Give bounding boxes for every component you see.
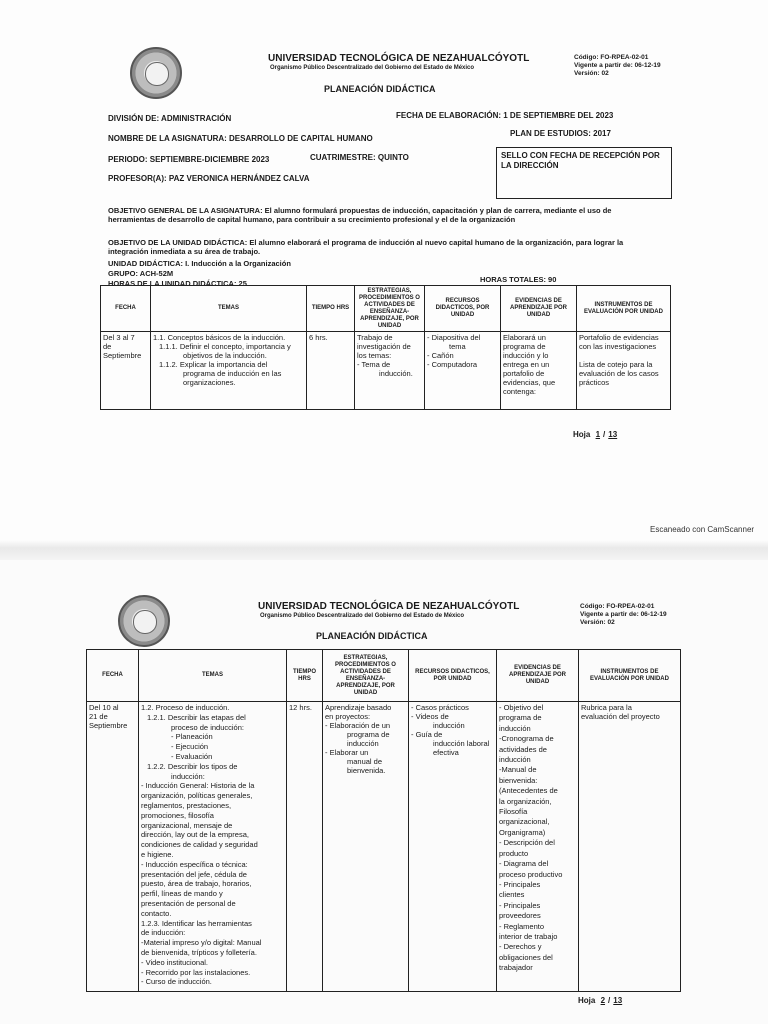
group-field: GRUPO: ACH-52M xyxy=(108,269,174,278)
planning-table-page-1 xyxy=(100,285,671,410)
organism-subtitle: Organismo Público Descentralizado del Gobierno del Estado de México xyxy=(260,613,465,619)
cell-line: prácticos xyxy=(579,378,610,387)
cell-line: 1.1. Conceptos básicos de la inducción. xyxy=(153,333,286,342)
cell-line: clientes xyxy=(499,890,525,900)
hoja-total: 13 xyxy=(608,430,618,439)
col-tiempo-header: TIEMPO HRS xyxy=(307,286,355,332)
cell-line: inducción xyxy=(499,755,531,765)
hoja-sep: / xyxy=(608,996,611,1005)
document-page-2 xyxy=(0,560,768,1024)
cell-line: Del 10 al xyxy=(89,703,119,712)
division-field: DIVISIÓN DE: ADMINISTRACIÓN xyxy=(108,114,232,123)
doc-code: Código: FO-RPEA-02-01 xyxy=(574,54,649,61)
cell-line: organizaciones. xyxy=(183,378,236,387)
university-seal-logo xyxy=(118,595,170,647)
cell-line: - Curso de inducción. xyxy=(141,977,212,987)
cell-line: - Videos de xyxy=(411,712,449,721)
reception-stamp-box: SELLO CON FECHA DE RECEPCIÓN POR LA DIRECCIÓN xyxy=(496,147,672,199)
cell-line: - Descripción del xyxy=(499,838,555,848)
cell-line: 1.2. Proceso de inducción. xyxy=(141,703,230,712)
cell-line: e higiene. xyxy=(141,849,174,859)
cell-line: 1.1.1. Definir el concepto, importancia y xyxy=(159,342,291,351)
cell-line: bienvenida. xyxy=(347,766,386,775)
cell-line: manual de xyxy=(347,757,383,766)
cell-line: contacto. xyxy=(141,908,172,918)
camscanner-watermark: Escaneado con CamScanner xyxy=(650,525,755,534)
cell-line: Rubrica para la xyxy=(581,703,632,712)
cell-line: tema xyxy=(449,342,466,351)
cell-line: - Diapositiva del xyxy=(427,333,481,342)
cell-line: - Inducción específica o técnica: xyxy=(141,859,248,869)
cell-line: inducción. xyxy=(379,369,413,378)
study-plan-field: PLAN DE ESTUDIOS: 2017 xyxy=(510,129,611,138)
cell-line: evaluación del proyecto xyxy=(581,712,660,721)
cell-line: - Casos prácticos xyxy=(411,703,469,712)
cell-line: 1.2.3. Identificar las herramientas xyxy=(141,918,252,928)
cell-line: puesto, área de trabajo, horarios, xyxy=(141,879,252,889)
cell-line: inducción: xyxy=(171,771,205,781)
table-row xyxy=(87,702,681,992)
cell-line: - Guía de xyxy=(411,730,443,739)
cell-line: - Computadora xyxy=(427,360,478,369)
cell-line: dirección, lay out de la empresa, xyxy=(141,830,249,840)
cell-recursos xyxy=(409,702,497,992)
cell-line: - Objetivo del xyxy=(499,703,544,712)
doc-version: Versión: 02 xyxy=(574,70,609,77)
cell-line: reglamentos, prestaciones, xyxy=(141,800,232,810)
cell-line: presentación de personal de xyxy=(141,898,236,908)
table-header-row xyxy=(87,650,681,702)
doc-valid-from: Vigente a partir de: 06-12-19 xyxy=(574,62,661,69)
cell-line: Septiembre xyxy=(103,351,142,360)
col-estrategias-header: ESTRATEGIAS, PROCEDIMIENTOS O ACTIVIDADES DE ENSEÑANZA-APRENDIZAJE, POR UNIDAD xyxy=(323,650,409,702)
cell-line: inducción xyxy=(433,721,465,730)
col-evidencias-header: EVIDENCIAS DE APRENDIZAJE POR UNIDAD xyxy=(501,286,577,332)
col-estrategias-header: ESTRATEGIAS, PROCEDIMIENTOS O ACTIVIDADES DE ENSEÑANZA-APRENDIZAJE, POR UNIDAD xyxy=(355,286,425,332)
cell-line: trabajador xyxy=(499,963,533,973)
hoja-label: Hoja xyxy=(573,430,591,439)
cell-line: proveedores xyxy=(499,911,541,921)
cell-line: -Manual de xyxy=(499,765,537,775)
cell-line: organizacional, mensaje de xyxy=(141,820,233,830)
cell-line: - Elaboración de un xyxy=(325,721,391,730)
cell-instrumentos xyxy=(579,702,681,992)
hoja-num: 1 xyxy=(595,430,601,439)
page-separator xyxy=(0,540,768,560)
cell-line: con las investigaciones xyxy=(579,342,657,351)
cell-line: entrega en un xyxy=(503,360,550,369)
cell-estrategias xyxy=(323,702,409,992)
col-temas-header: TEMAS xyxy=(139,650,287,702)
cell-line: inducción xyxy=(499,723,531,733)
table-row xyxy=(101,332,671,410)
cell-evidencias xyxy=(497,702,579,992)
cell-line: programa de xyxy=(503,342,546,351)
cell-line: investigación de xyxy=(357,342,411,351)
doc-valid-from: Vigente a partir de: 06-12-19 xyxy=(580,611,667,618)
cell-line: inducción laboral xyxy=(433,739,490,748)
cell-line: portafolio de xyxy=(503,369,545,378)
cell-line: 1.1.2. Explicar la importancia del xyxy=(159,360,268,369)
cell-line: los temas: xyxy=(357,351,392,360)
cell-fecha xyxy=(101,332,151,410)
university-name: UNIVERSIDAD TECNOLÓGICA DE NEZAHUALCÓYOTL xyxy=(258,601,520,612)
cell-line: presentación del jefe, cédula de xyxy=(141,869,247,879)
cell-line: la organización, xyxy=(499,796,552,806)
cell-fecha xyxy=(87,702,139,992)
cell-line: 21 de xyxy=(89,712,108,721)
cell-temas xyxy=(139,702,287,992)
col-temas-header: TEMAS xyxy=(151,286,307,332)
cell-line: 1.2.1. Describir las etapas del xyxy=(147,712,246,722)
cell-line: - Elaborar un xyxy=(325,748,369,757)
cell-line: bienvenida: xyxy=(499,775,538,785)
cell-line: inducción y lo xyxy=(503,351,549,360)
cell-line: condiciones de calidad y seguridad xyxy=(141,840,258,850)
general-objective: OBJETIVO GENERAL DE LA ASIGNATURA: El alumno formulará propuestas de inducción, capacitación y plan de carrera, mediante el uso de herramientas de desarrollo de capital humano, para contribuir a su crecimiento profesional y el de la organización xyxy=(108,206,612,224)
cell-line: en proyectos: xyxy=(325,712,371,721)
hoja-num: 2 xyxy=(600,996,606,1005)
cell-line: - Principales xyxy=(499,879,541,889)
cell-line: (Antecedentes de xyxy=(499,786,558,796)
cell-line: producto xyxy=(499,848,529,858)
cell-line: organizacional, xyxy=(499,817,550,827)
col-recursos-header: RECURSOS DIDACTICOS, POR UNIDAD xyxy=(409,650,497,702)
cell-line: -Material impreso y/o digital: Manual xyxy=(141,938,262,948)
cell-tiempo: 12 hrs. xyxy=(287,702,323,992)
cell-line: - Inducción General: Historia de la xyxy=(141,781,255,791)
cell-line: interior de trabajo xyxy=(499,931,558,941)
cell-line: - Cañón xyxy=(427,351,454,360)
cell-line: Elaborará un xyxy=(503,333,546,342)
doc-code-block xyxy=(574,54,661,78)
cell-line: - Reglamento xyxy=(499,921,545,931)
university-seal-logo xyxy=(130,47,182,99)
col-instrumentos-header: INSTRUMENTOS DE EVALUACIÓN POR UNIDAD xyxy=(577,286,671,332)
teacher-field: PROFESOR(A): PAZ VERONICA HERNÁNDEZ CALVA xyxy=(108,174,310,183)
page-title: PLANEACIÓN DIDÁCTICA xyxy=(324,84,436,94)
cell-line: Portafolio de evidencias xyxy=(579,333,659,342)
cell-instrumentos xyxy=(577,332,671,410)
cell-line: evidencias, que xyxy=(503,378,556,387)
cell-line: Lista de cotejo para la xyxy=(579,360,653,369)
col-tiempo-header: TIEMPO HRS xyxy=(287,650,323,702)
page-title: PLANEACIÓN DIDÁCTICA xyxy=(316,631,428,641)
doc-code: Código: FO-RPEA-02-01 xyxy=(580,603,655,610)
period-field: PERIODO: SEPTIEMBRE-DICIEMBRE 2023 xyxy=(108,155,270,164)
cell-line: actividades de xyxy=(499,744,547,754)
cell-line: de bienvenida, trípticos y folletería. xyxy=(141,947,257,957)
col-recursos-header: RECURSOS DIDACTICOS, POR UNIDAD xyxy=(425,286,501,332)
unit-name: UNIDAD DIDÁCTICA: I. Inducción a la Organización xyxy=(108,259,291,268)
cell-line: proceso de inducción: xyxy=(171,722,244,732)
page-number-2 xyxy=(578,996,625,1005)
cell-line: perfil, líneas de mando y xyxy=(141,889,223,899)
cell-line: - Ejecución xyxy=(171,742,209,752)
doc-version: Versión: 02 xyxy=(580,619,615,626)
hoja-label: Hoja xyxy=(578,996,596,1005)
cell-line: proceso productivo xyxy=(499,869,563,879)
cell-line: obligaciones del xyxy=(499,952,553,962)
elaboration-date-field: FECHA DE ELABORACIÓN: 1 DE SEPTIEMBRE DEL 2023 xyxy=(396,111,614,120)
hoja-sep: / xyxy=(603,430,606,439)
table-header-row xyxy=(101,286,671,332)
cell-line: de xyxy=(103,342,112,351)
cell-line: efectiva xyxy=(433,748,459,757)
cell-line: objetivos de la inducción. xyxy=(183,351,267,360)
cell-line: programa de inducción en las xyxy=(183,369,282,378)
cell-tiempo: 6 hrs. xyxy=(307,332,355,410)
col-fecha-header: FECHA xyxy=(101,286,151,332)
cell-line: - Planeación xyxy=(171,732,213,742)
cell-line: Del 3 al 7 xyxy=(103,333,135,342)
cell-line: evaluación de los casos xyxy=(579,369,659,378)
cell-line: -Cronograma de xyxy=(499,734,554,744)
unit-objective: OBJETIVO DE LA UNIDAD DIDÁCTICA: El alumno elaborará el programa de inducción al nuevo capital humano de la organización, para lograr la integración inmediata a su área de trabajo. xyxy=(108,238,624,256)
cell-line: promociones, filosofía xyxy=(141,810,214,820)
col-evidencias-header: EVIDENCIAS DE APRENDIZAJE POR UNIDAD xyxy=(497,650,579,702)
col-instrumentos-header: INSTRUMENTOS DE EVALUACIÓN POR UNIDAD xyxy=(579,650,681,702)
cell-line: organización, políticas generales, xyxy=(141,791,253,801)
unit-hours: HORAS DE LA UNIDAD DIDÁCTICA: 25 xyxy=(108,279,247,288)
planning-table-page-2 xyxy=(86,649,681,992)
organism-subtitle: Organismo Público Descentralizado del Gobierno del Estado de México xyxy=(270,65,475,71)
cell-line: Trabajo de xyxy=(357,333,393,342)
col-fecha-header: FECHA xyxy=(87,650,139,702)
term-field: CUATRIMESTRE: QUINTO xyxy=(310,153,409,162)
cell-line: inducción xyxy=(347,739,379,748)
cell-estrategias xyxy=(355,332,425,410)
total-hours: HORAS TOTALES: 90 xyxy=(480,275,557,284)
cell-line: - Recorrido por las instalaciones. xyxy=(141,967,251,977)
hoja-total: 13 xyxy=(613,996,623,1005)
doc-code-block xyxy=(580,603,667,627)
cell-evidencias xyxy=(501,332,577,410)
subject-field: NOMBRE DE LA ASIGNATURA: DESARROLLO DE CAPITAL HUMANO xyxy=(108,134,373,143)
cell-line: de inducción: xyxy=(141,928,186,938)
cell-line: - Derechos y xyxy=(499,942,542,952)
cell-line: - Principales xyxy=(499,900,541,910)
cell-temas xyxy=(151,332,307,410)
cell-line: - Tema de xyxy=(357,360,391,369)
cell-line: Septiembre xyxy=(89,721,128,730)
page-number-1 xyxy=(573,430,620,439)
cell-line: Filosofía xyxy=(499,807,528,817)
cell-spacer xyxy=(579,351,668,360)
cell-recursos xyxy=(425,332,501,410)
cell-line: 1.2.2. Describir los tipos de xyxy=(147,761,238,771)
cell-line: contenga: xyxy=(503,387,536,396)
cell-line: programa de xyxy=(347,730,390,739)
cell-line: - Diagrama del xyxy=(499,859,549,869)
cell-line: - Evaluación xyxy=(171,751,213,761)
cell-line: - Video institucional. xyxy=(141,957,208,967)
university-name: UNIVERSIDAD TECNOLÓGICA DE NEZAHUALCÓYOTL xyxy=(268,53,530,64)
cell-line: programa de xyxy=(499,713,542,723)
cell-line: Aprendizaje basado xyxy=(325,703,392,712)
cell-line: Organigrama) xyxy=(499,827,546,837)
